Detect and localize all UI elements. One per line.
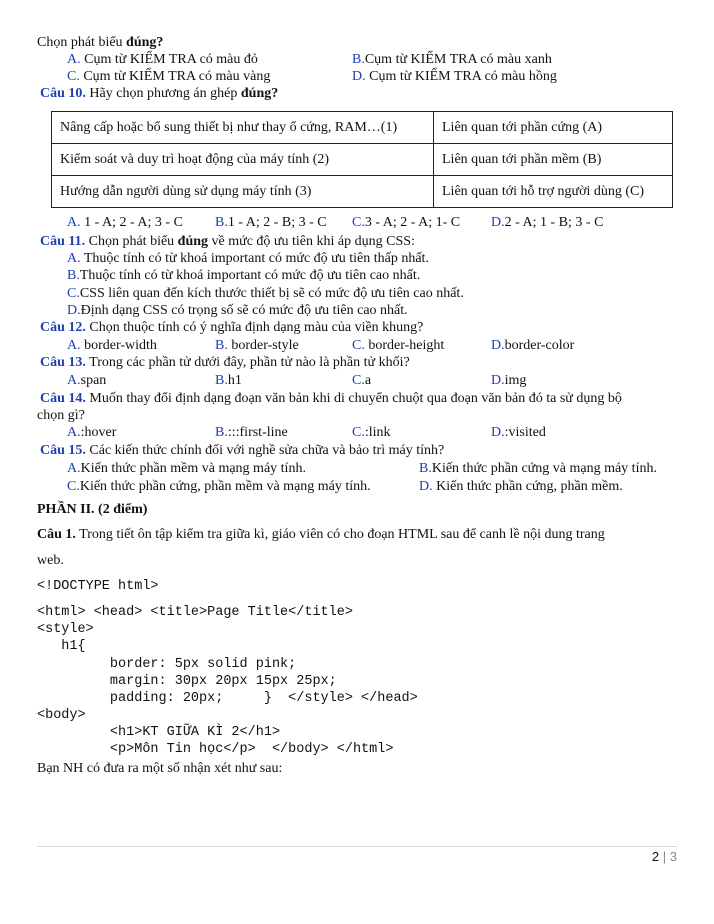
- q13-option-a: A.span: [67, 373, 107, 388]
- q14-option-a: A.:hover: [67, 425, 117, 440]
- q13-option-b: B.h1: [215, 373, 242, 388]
- q11-option-b: B.Thuộc tính có từ khoá important có mức độ ưu tiên cao nhất.: [67, 268, 421, 283]
- q11-stem: Câu 11. Chọn phát biểu đúng về mức độ ưu tiên khi áp dụng CSS:: [40, 234, 415, 249]
- q9-stem: Chọn phát biểu đúng?: [37, 35, 164, 50]
- q15-options-row2: [37, 478, 677, 495]
- q10-option-b: B.1 - A; 2 - B; 3 - C: [215, 215, 327, 230]
- q12-option-c: C. border-height: [352, 338, 445, 353]
- q13-options: [37, 372, 677, 389]
- q11-option-c: C.CSS liên quan đến kích thước thiết bị sẽ có mức độ ưu tiên cao nhất.: [67, 286, 464, 301]
- q14-stem-line1: Câu 14. Muốn thay đổi định dạng đoạn văn bản khi di chuyển chuột qua đoạn văn bản đó ta sử dụng bộ: [40, 391, 622, 406]
- table-row: Nâng cấp hoặc bổ sung thiết bị như thay ổ cứng, RAM…(1) Liên quan tới phần cứng (A): [52, 112, 673, 144]
- q11-option-d: D.Định dạng CSS có trọng số sẽ có mức độ ưu tiên cao nhất.: [67, 303, 408, 318]
- q14-options: [37, 424, 677, 441]
- q10-options: [37, 214, 677, 231]
- page-number: 2 | 3: [651, 849, 677, 864]
- q11-option-a: A. Thuộc tính có từ khoá important có mức độ ưu tiên thấp nhất.: [67, 251, 429, 266]
- footer-divider: [37, 846, 677, 847]
- code-line: <html> <head> <title>Page Title</title>: [37, 605, 353, 620]
- q15-option-b: B.Kiến thức phần cứng và mạng máy tính.: [419, 461, 657, 476]
- q14-option-b: B.:::first-line: [215, 425, 288, 440]
- q12-option-a: A. border-width: [67, 338, 157, 353]
- q12-option-b: B. border-style: [215, 338, 299, 353]
- part2-heading: PHẦN II. (2 điểm): [37, 502, 148, 517]
- code-line: <h1>KT GIỮA KÌ 2</h1>: [37, 725, 281, 740]
- q13-stem: Câu 13. Trong các phần tử dưới đây, phần tử nào là phần tử khối?: [40, 355, 410, 370]
- code-line: border: 5px solid pink;: [37, 657, 297, 672]
- q12-options: [37, 337, 677, 354]
- q10-matching-table: [51, 111, 673, 208]
- q10-stem: Câu 10. Hãy chọn phương án ghép đúng?: [40, 86, 279, 101]
- q10-option-d: D.2 - A; 1 - B; 3 - C: [491, 215, 604, 230]
- part2-q1-text-line2: web.: [37, 553, 64, 568]
- q15-option-d: D. Kiến thức phần cứng, phần mềm.: [419, 479, 623, 494]
- q15-options-row1: [37, 460, 677, 477]
- q10-option-a: A. 1 - A; 2 - A; 3 - C: [67, 215, 183, 230]
- q9-option-c: C. Cụm từ KIỂM TRA có màu vàng: [67, 69, 271, 84]
- q15-option-c: C.Kiến thức phần cứng, phần mềm và mạng máy tính.: [67, 479, 371, 494]
- q9-options-row2: [37, 68, 677, 85]
- table-row: Hướng dẫn người dùng sử dụng máy tính (3) Liên quan tới hỗ trợ người dùng (C): [52, 176, 673, 208]
- q14-option-c: C.:link: [352, 425, 391, 440]
- q14-option-d: D.:visited: [491, 425, 546, 440]
- q9-option-d: D. Cụm từ KIỂM TRA có màu hồng: [352, 69, 557, 84]
- q10-option-c: C.3 - A; 2 - A; 1- C: [352, 215, 461, 230]
- q9-option-a: A. Cụm từ KIỂM TRA có màu đỏ: [67, 52, 258, 67]
- q14-stem-line2: chọn gì?: [37, 408, 85, 423]
- part2-q1-text-line1: Câu 1. Trong tiết ôn tập kiểm tra giữa kì, giáo viên có cho đoạn HTML sau để canh lề nội dung trang: [37, 527, 605, 542]
- table-row: Kiểm soát và duy trì hoạt động của máy tính (2) Liên quan tới phần mềm (B): [52, 144, 673, 176]
- q12-option-d: D.border-color: [491, 338, 575, 353]
- code-line: h1{: [37, 639, 86, 654]
- code-line: <p>Môn Tin học</p> </body> </html>: [37, 742, 394, 757]
- q12-stem: Câu 12. Chọn thuộc tính có ý nghĩa định dạng màu của viền khung?: [40, 320, 424, 335]
- q15-stem: Câu 15. Các kiến thức chính đối với nghề sửa chữa và bảo trì máy tính?: [40, 443, 445, 458]
- q9-option-b: B.Cụm từ KIỂM TRA có màu xanh: [352, 52, 552, 67]
- code-line: <body>: [37, 708, 86, 723]
- q9-options-row1: [37, 51, 677, 68]
- q13-option-d: D.img: [491, 373, 527, 388]
- part2-closing-text: Bạn NH có đưa ra một số nhận xét như sau:: [37, 761, 283, 776]
- code-line: margin: 30px 20px 15px 25px;: [37, 674, 337, 689]
- q13-option-c: C.a: [352, 373, 372, 388]
- code-line: <style>: [37, 622, 94, 637]
- code-line: <!DOCTYPE html>: [37, 579, 159, 594]
- code-line: padding: 20px; } </style> </head>: [37, 691, 418, 706]
- q15-option-a: A.Kiến thức phần mềm và mạng máy tính.: [67, 461, 306, 476]
